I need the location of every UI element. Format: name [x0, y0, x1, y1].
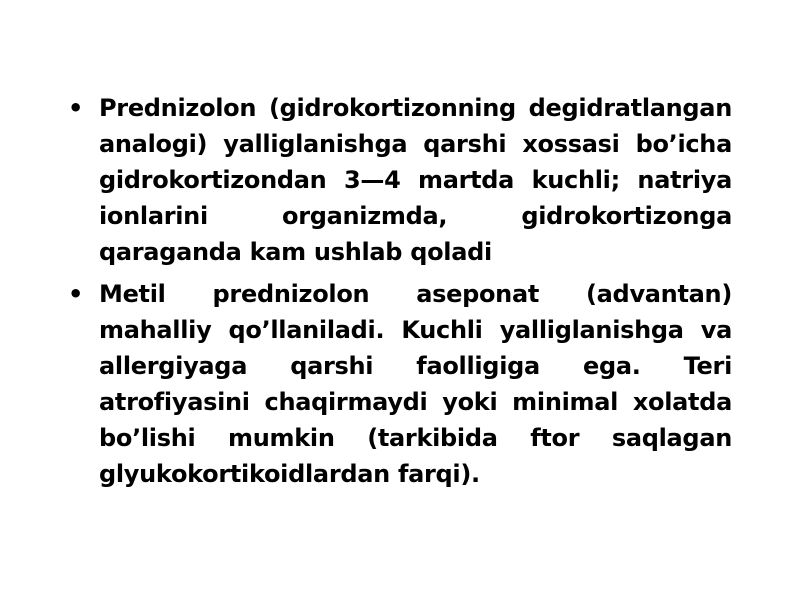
bullet-item-metil-prednizolon	[68, 276, 732, 492]
bullet-item-prednizolon	[68, 90, 732, 270]
bullet-text: Prednizolon (gidrokortizonning degidratlangan analogi) yalliglanishga qarshi xossasi bo’icha gidrokortizondan 3—4 martda kuchli; natriya ionlarini organizmda, gidrokortizonga qaraganda kam ushlab qoladi	[99, 94, 732, 266]
bullet-list	[68, 90, 732, 492]
bullet-text: Metil prednizolon aseponat (advantan) mahalliy qo’llaniladi. Kuchli yalliglanishga va allergiyaga qarshi faolligiga ega. Teri atrofiyasini chaqirmaydi yoki minimal xolatda bo’lishi mumkin (tarkibida ftor saqlagan glyukokortikoidlardan farqi).	[99, 280, 732, 488]
bullet-icon: •	[68, 280, 84, 308]
bullet-icon: •	[68, 94, 84, 122]
